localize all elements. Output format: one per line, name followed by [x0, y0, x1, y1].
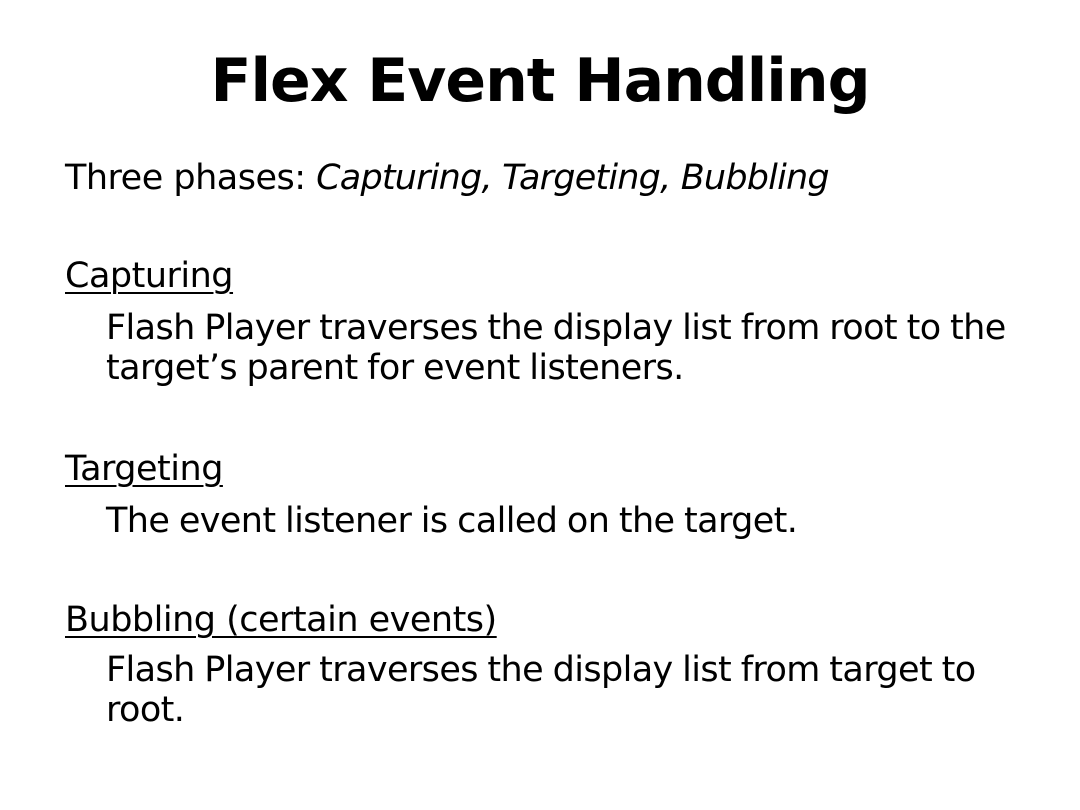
- section-body-bubbling: Flash Player traverses the display list from target to root.: [106, 650, 976, 730]
- section-body-targeting: The event listener is called on the target.: [106, 501, 798, 541]
- section-body-capturing: Flash Player traverses the display list from root to the target’s parent for event listeners.: [106, 308, 1006, 388]
- section-heading-bubbling: Bubbling (certain events): [65, 600, 497, 640]
- intro-lead: Three phases:: [65, 158, 317, 198]
- section-heading-targeting: Targeting: [65, 449, 223, 489]
- section-heading-capturing: Capturing: [65, 256, 234, 296]
- slide-title: Flex Event Handling: [210, 46, 870, 116]
- intro-phases: Capturing, Targeting, Bubbling: [316, 158, 829, 198]
- intro-line: [65, 155, 829, 201]
